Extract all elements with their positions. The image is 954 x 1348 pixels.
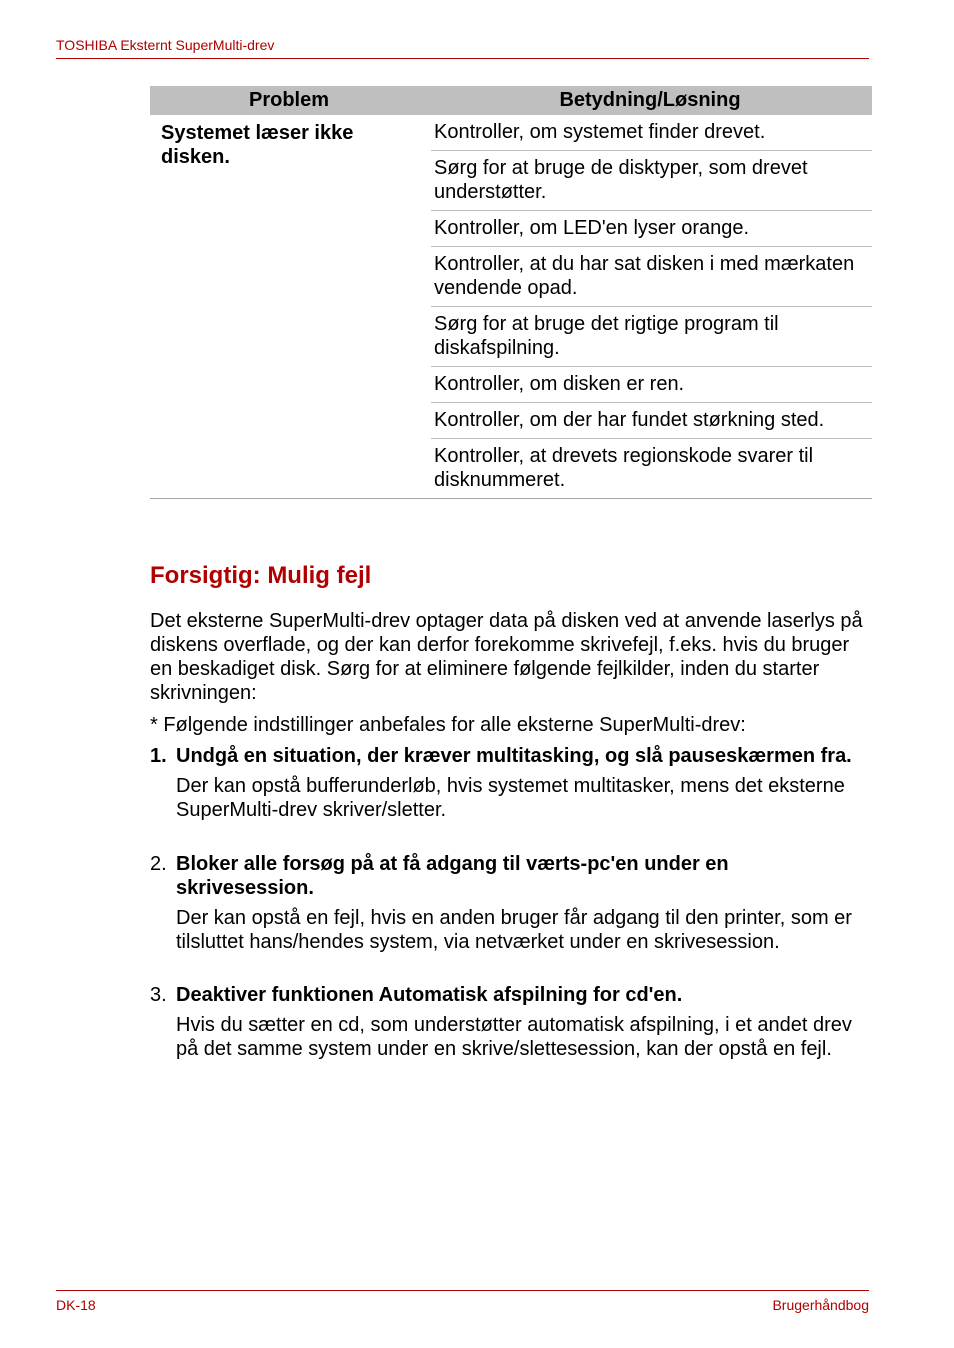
list-item-title: Deaktiver funktionen Automatisk afspilning for cd'en. <box>176 984 683 1006</box>
list-item-description: Der kan opstå en fejl, hvis en anden bruger får adgang til den printer, som er tilsluttet hans/hendes system, via netværket under en skrivesession. <box>176 907 852 953</box>
solution-row: Kontroller, at drevets regionskode svarer til disknummeret. <box>431 438 872 498</box>
manual-name: Brugerhåndbog <box>772 1297 869 1313</box>
list-item <box>150 744 870 822</box>
problem-cell: Systemet læser ikke disken. <box>161 122 354 168</box>
table-body <box>150 115 872 499</box>
solution-row: Kontroller, om systemet finder drevet. <box>434 121 766 143</box>
solution-row: Kontroller, om disken er ren. <box>431 366 872 402</box>
footer-divider <box>56 1290 869 1291</box>
table-header-row <box>150 86 872 115</box>
section-heading: Forsigtig: Mulig fejl <box>150 562 372 589</box>
column-header-problem: Problem <box>248 89 330 111</box>
troubleshooting-table <box>150 86 872 499</box>
header-divider <box>56 58 869 59</box>
list-item-title: Bloker alle forsøg på at få adgang til værts-pc'en under en skrivesession. <box>176 853 729 899</box>
note-paragraph: * Følgende indstillinger anbefales for alle eksterne SuperMulti-drev: <box>150 714 746 736</box>
list-item <box>150 983 870 1061</box>
solution-row: Kontroller, om der har fundet størkning sted. <box>431 402 872 438</box>
list-item <box>150 852 870 954</box>
list-number: 3. <box>150 984 167 1006</box>
intro-paragraph: Det eksterne SuperMulti-drev optager data på disken ved at anvende laserlys på diskens overflade, og der kan derfor forekomme skrivefejl, f.eks. hvis du bruger en beskadiget disk. Sørg for at eliminere følgende fejlkilder, inden du starter skrivningen: <box>150 610 863 704</box>
list-number: 1. <box>150 745 167 767</box>
list-item-description: Hvis du sætter en cd, som understøtter automatisk afspilning, i et andet drev på det samme system under en skrive/slettesession, kan der opstå en fejl. <box>176 1014 852 1060</box>
list-item-title: Undgå en situation, der kræver multitasking, og slå pauseskærmen fra. <box>176 745 852 767</box>
solution-row: Sørg for at bruge de disktyper, som drevet understøtter. <box>431 150 872 210</box>
solution-row: Kontroller, at du har sat disken i med mærkaten vendende opad. <box>431 246 872 306</box>
solution-row: Kontroller, om LED'en lyser orange. <box>431 210 872 246</box>
list-item-description: Der kan opstå bufferunderløb, hvis systemet multitasker, mens det eksterne SuperMulti-drev skriver/sletter. <box>176 775 845 821</box>
solution-row: Sørg for at bruge det rigtige program til diskafspilning. <box>431 306 872 366</box>
solution-list <box>431 115 872 498</box>
list-number: 2. <box>150 853 167 875</box>
column-header-solution: Betydning/Løsning <box>559 89 741 111</box>
page-number: DK-18 <box>56 1297 96 1313</box>
running-header: TOSHIBA Eksternt SuperMulti-drev <box>56 37 275 53</box>
